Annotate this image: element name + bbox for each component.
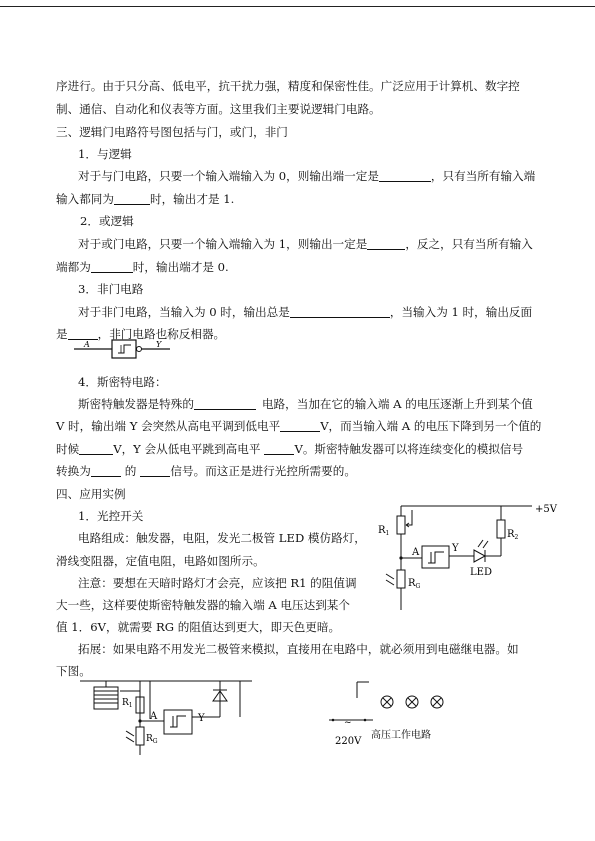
output-label: Y: [156, 340, 162, 349]
paragraph-line: 对于与门电路，只要一个输入端输入为 0，则输出端一定是 ，只有当所有输入端: [78, 169, 536, 183]
fill-blank[interactable]: [264, 442, 294, 455]
paragraph-line: 大一些，这样要使斯密特触发器的输入端 A 电压达到某个: [56, 598, 350, 612]
paragraph-line: 拓展：如果电路不用发光二极管来模拟，直接用在电路中，就必须用到电磁继电器。如: [78, 642, 519, 656]
paragraph-line: 端都为 时，输出端才是 0.: [56, 260, 229, 274]
paragraph-line: 转换为 的 信号。而这正是进行光控所需要的。: [56, 464, 356, 478]
r1-label: $R_1$: [378, 525, 390, 537]
paragraph-line: 制、通信、自动化和仪表等方面。这里我们主要说逻辑门电路。: [56, 102, 381, 116]
fill-blank[interactable]: [114, 192, 150, 205]
rg-label: $R_G$: [146, 734, 158, 745]
paragraph-line: 时候 V，Y 会从低电平跳到高电平 V。斯密特触发器可以将连续变化的模拟信号: [56, 442, 524, 456]
subsection-heading: 3．非门电路: [78, 282, 144, 296]
paragraph-line: 下图。: [56, 664, 91, 678]
paragraph-line: 对于或门电路，只要一个输入端输入为 1，则输出一定是 ，反之，只有当所有输入: [78, 237, 533, 251]
subsection-heading: 4．斯密特电路：: [78, 375, 167, 389]
ac-symbol: ~: [344, 718, 352, 728]
light-switch-circuit: [370, 498, 580, 616]
paragraph-line: 斯密特触发器是特殊的 电路，当加在它的输入端 A 的电压逐渐上升到某个值: [78, 397, 533, 411]
r1-label: $R_1$: [122, 698, 133, 709]
fill-blank[interactable]: [91, 464, 121, 477]
input-a-label: A: [412, 547, 420, 558]
subsection-heading: 1．光控开关: [78, 509, 144, 523]
input-label: A: [84, 340, 90, 349]
subsection-heading: 2．或逻辑: [80, 214, 134, 228]
r2-label: $R_2$: [507, 529, 519, 541]
paragraph-line: 是 ，非门电路也称反相器。: [56, 327, 226, 341]
high-voltage-circuit: [325, 678, 465, 750]
rg-label: $R_G$: [408, 578, 421, 590]
paragraph-line: 注意：要想在天暗时路灯才会亮，应该把 R1 的阻值调: [78, 576, 357, 590]
paragraph-line: V 时，输出端 Y 会突然从高电平调到低电平 V，而当输入端 A 的电压下降到另一个值的: [56, 419, 542, 433]
fill-blank[interactable]: [280, 419, 320, 432]
relay-circuit: [80, 677, 260, 757]
section-heading: 三、逻辑门电路符号图包括与门，或门，非门: [56, 125, 288, 139]
output-y-label: Y: [198, 713, 205, 724]
section-heading: 四、应用实例: [56, 487, 126, 501]
paragraph-line: 滑线变阻器，定值电阻，电路如图所示。: [56, 554, 265, 568]
supply-label: +5V: [535, 504, 557, 515]
voltage-label: 220V: [335, 736, 362, 747]
fill-blank[interactable]: [290, 305, 390, 318]
fill-blank[interactable]: [367, 237, 405, 250]
fill-blank[interactable]: [140, 464, 170, 477]
paragraph-line: 输入都同为 时，输出才是 1.: [56, 192, 235, 206]
output-y-label: Y: [452, 543, 459, 554]
input-a-label: A: [150, 711, 158, 722]
paragraph-line: 电路组成：触发器，电阻，发光二极管 LED 模仿路灯，: [78, 531, 366, 545]
header-rule: [0, 6, 595, 7]
led-label: LED: [470, 567, 492, 578]
hv-circuit-label: 高压工作电路: [371, 730, 431, 741]
fill-blank[interactable]: [379, 169, 431, 182]
not-gate-symbol: [74, 338, 174, 364]
paragraph-line: 对于非门电路，当输入为 0 时，输出总是 ，当输入为 1 时，输出反面: [78, 305, 533, 319]
subsection-heading: 1．与逻辑: [78, 147, 132, 161]
fill-blank[interactable]: [194, 397, 256, 410]
paragraph-line: 值 1．6V，就需要 RG 的阻值达到更大，即天色更暗。: [56, 620, 341, 634]
fill-blank[interactable]: [79, 442, 113, 455]
paragraph-line: 序进行。由于只分高、低电平，抗干扰力强，精度和保密性佳。广泛应用于计算机、数字控: [56, 79, 520, 93]
fill-blank[interactable]: [91, 260, 133, 273]
